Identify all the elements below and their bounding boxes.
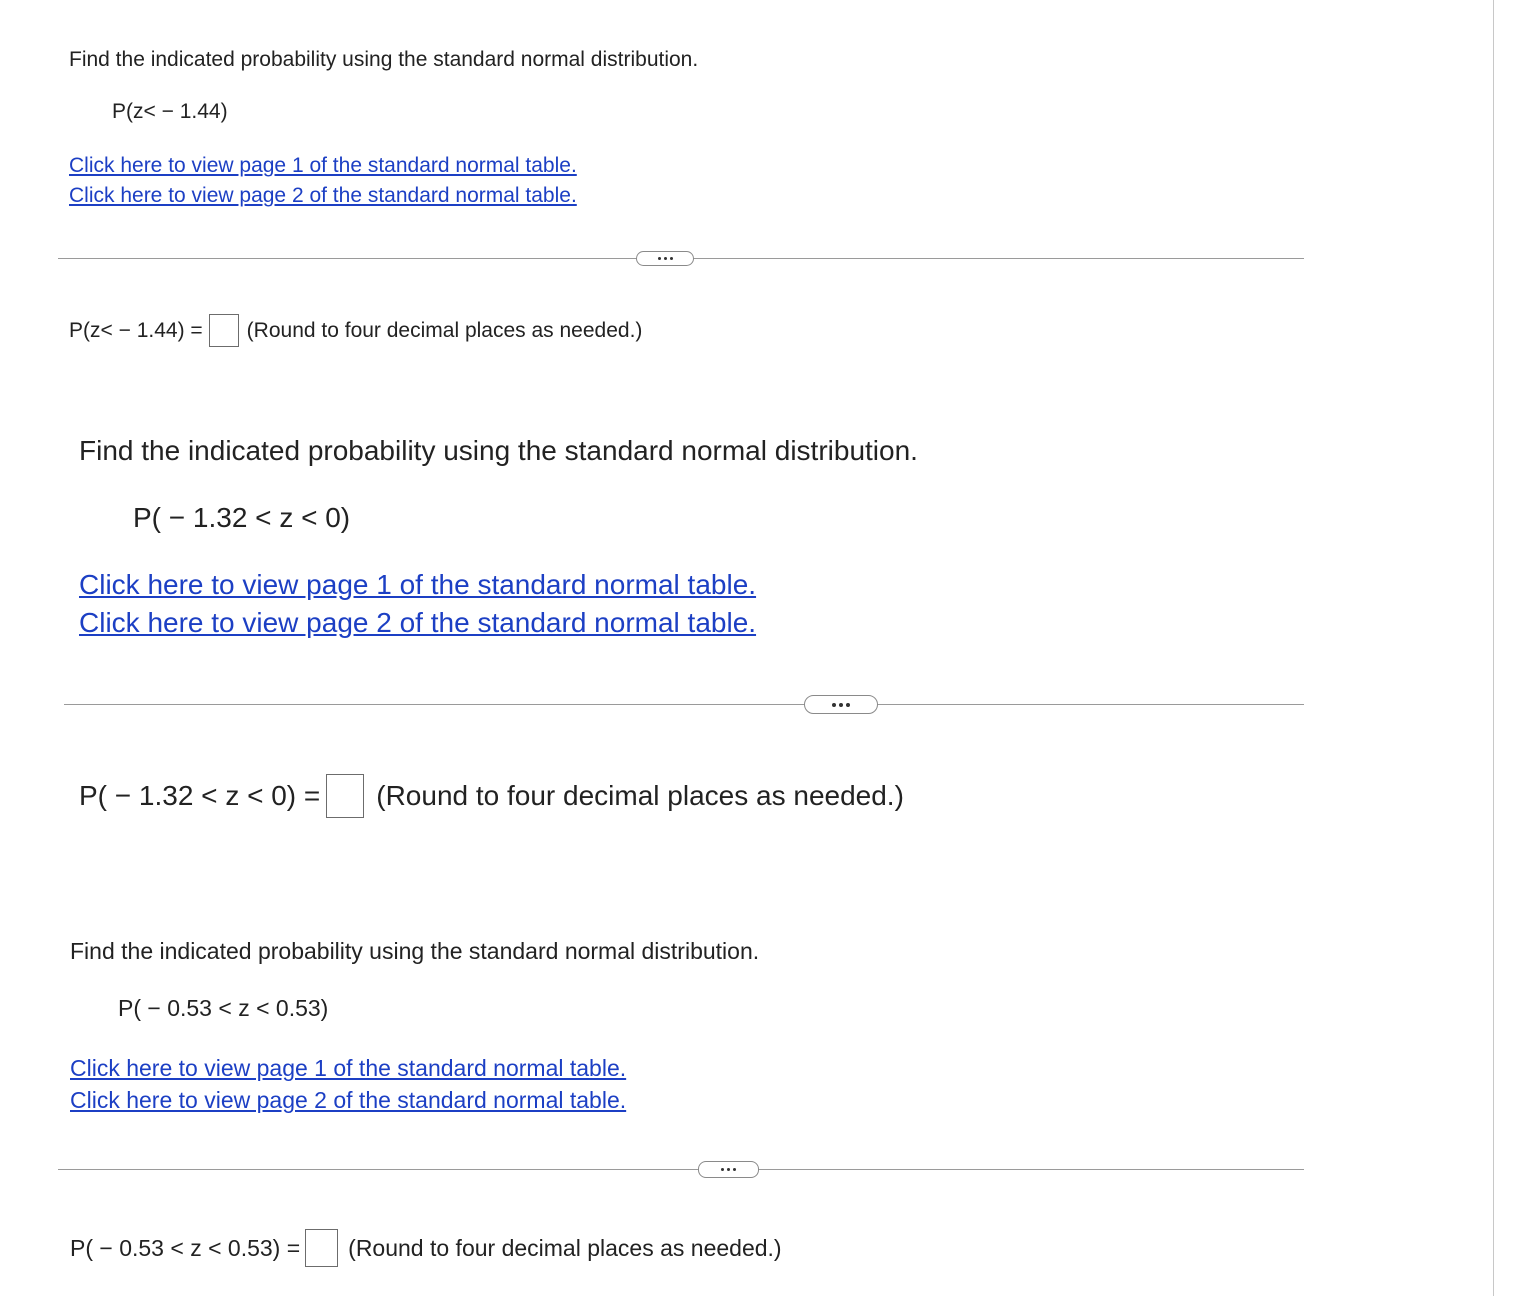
problem-3-instruction: Find the indicated probability using the standard normal distribution. (70, 938, 760, 964)
problem-1-answer-input[interactable] (209, 314, 239, 347)
problem-2-link-table-page-2[interactable]: Click here to view page 2 of the standard normal table. (79, 607, 757, 638)
problem-3-table-links (70, 1052, 626, 1116)
problem-1-expression: P(z< − 1.44) (112, 100, 228, 123)
problem-2-round-note: (Round to four decimal places as needed.) (376, 780, 904, 811)
problem-1-answer-label: P(z< − 1.44) = (69, 318, 203, 342)
problem-3-more-button[interactable] (698, 1161, 759, 1178)
problem-3-divider (58, 1169, 1304, 1170)
problem-2-answer-label: P( − 1.32 < z < 0) = (79, 780, 321, 811)
problem-3-answer-input[interactable] (305, 1229, 338, 1267)
problem-1-answer-row (69, 314, 642, 347)
problem-1-table-links (69, 151, 577, 211)
problem-2-more-button[interactable] (804, 695, 878, 714)
ellipsis-icon (658, 257, 661, 260)
problem-3-round-note: (Round to four decimal places as needed.) (348, 1234, 782, 1261)
right-panel-border (1493, 0, 1494, 1296)
problem-3-answer-row (70, 1229, 782, 1267)
problem-2-expression: P( − 1.32 < z < 0) (133, 502, 351, 533)
problem-1-link-table-page-2[interactable]: Click here to view page 2 of the standard normal table. (69, 184, 577, 207)
problem-3-link-table-page-2[interactable]: Click here to view page 2 of the standard normal table. (70, 1087, 627, 1113)
problem-1-more-button[interactable] (636, 251, 694, 266)
problem-2-divider (64, 704, 1304, 705)
problem-3-answer-label: P( − 0.53 < z < 0.53) = (70, 1234, 301, 1261)
ellipsis-icon (721, 1168, 724, 1171)
problem-3-expression: P( − 0.53 < z < 0.53) (118, 995, 329, 1021)
problem-3-link-table-page-1[interactable]: Click here to view page 1 of the standard normal table. (70, 1055, 627, 1081)
problem-2-table-links (79, 566, 756, 642)
problem-1-round-note: (Round to four decimal places as needed.) (246, 318, 643, 342)
problem-2-answer-row (79, 774, 904, 818)
problem-1-link-table-page-1[interactable]: Click here to view page 1 of the standard normal table. (69, 154, 577, 177)
problem-2-instruction: Find the indicated probability using the standard normal distribution. (79, 435, 918, 466)
problem-2-link-table-page-1[interactable]: Click here to view page 1 of the standard normal table. (79, 569, 757, 600)
ellipsis-icon (832, 703, 836, 707)
problem-1-instruction: Find the indicated probability using the standard normal distribution. (69, 48, 699, 71)
problem-2-answer-input[interactable] (326, 774, 364, 818)
